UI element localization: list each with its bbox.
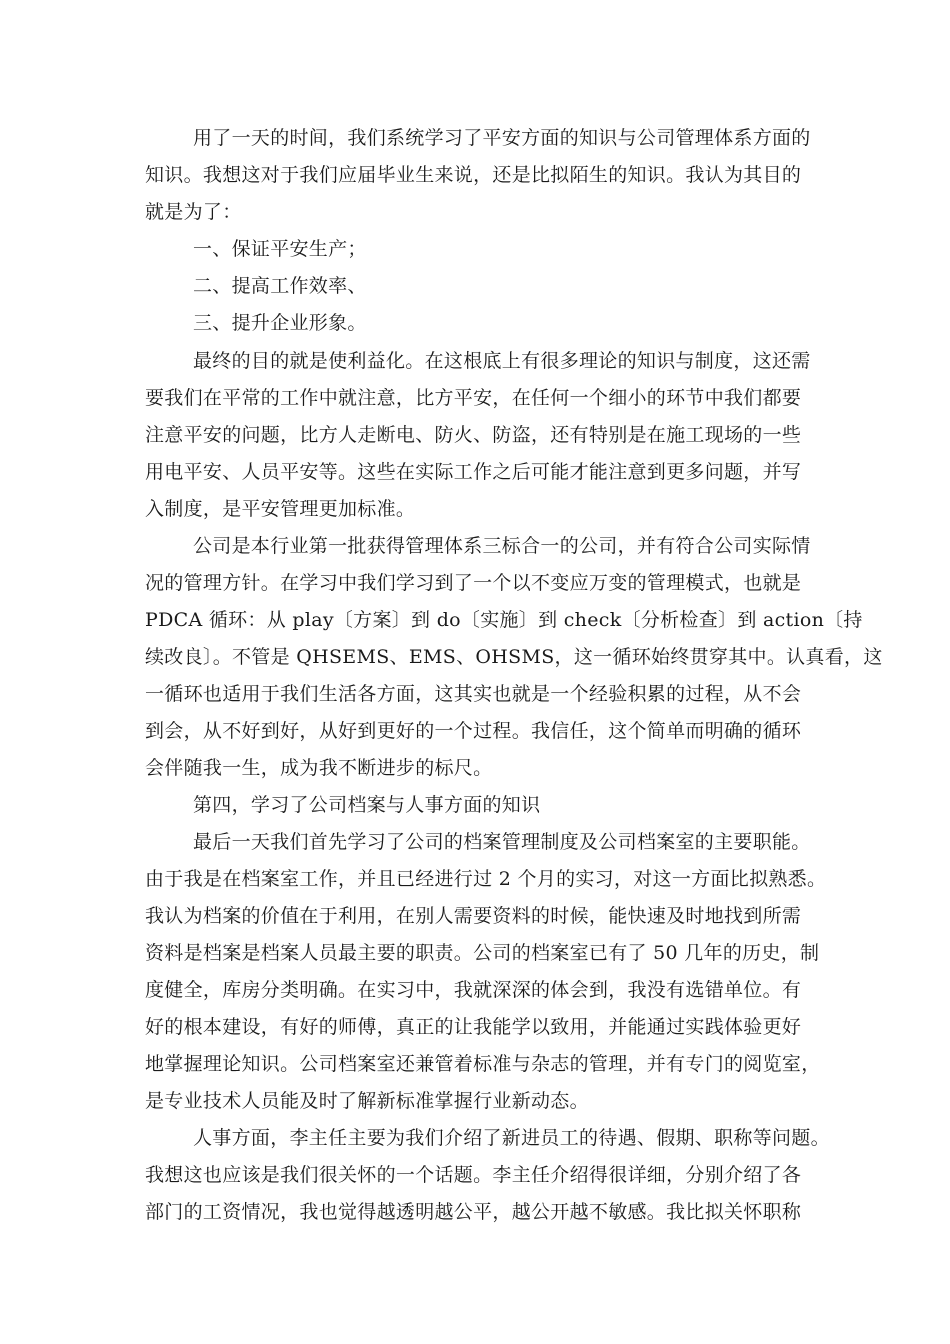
text-line: 由于我是在档案室工作，并且已经进行过 2 个月的实习，对这一方面比拟熟悉。 (145, 868, 827, 890)
text-line: 地掌握理论知识。公司档案室还兼管着标准与杂志的管理，并有专门的阅览室， (145, 1053, 821, 1075)
text-line: 二、提高工作效率、 (193, 275, 367, 297)
text-line: 人事方面，李主任主要为我们介绍了新进员工的待遇、假期、职称等问题。 (193, 1127, 830, 1149)
text-line: 一循环也适用于我们生活各方面，这其实也就是一个经验积累的过程，从不会 (145, 683, 802, 705)
text-line: 最终的目的就是使利益化。在这根底上有很多理论的知识与制度，这还需 (193, 350, 811, 372)
text-line: 三、提升企业形象。 (193, 312, 367, 334)
text-line: 知识。我想这对于我们应届毕业生来说，还是比拟陌生的知识。我认为其目的 (145, 164, 802, 186)
text-line: 会伴随我一生，成为我不断进步的标尺。 (145, 757, 493, 779)
text-line: 况的管理方针。在学习中我们学习到了一个以不变应万变的管理模式，也就是 (145, 572, 802, 594)
text-line: 资料是档案是档案人员最主要的职责。公司的档案室已有了 50 几年的历史，制 (145, 942, 820, 964)
text-line: 是专业技术人员能及时了解新标准掌握行业新动态。 (145, 1090, 589, 1112)
text-line: 我认为档案的价值在于利用，在别人需要资料的时候，能快速及时地找到所需 (145, 905, 802, 927)
text-line: 公司是本行业第一批获得管理体系三标合一的公司，并有符合公司实际情 (193, 535, 811, 557)
section-heading: 第四，学习了公司档案与人事方面的知识 (193, 794, 541, 816)
text-line: 就是为了： (145, 201, 242, 223)
text-line: 要我们在平常的工作中就注意，比方平安，在任何一个细小的环节中我们都要 (145, 387, 802, 409)
text-line: 度健全，库房分类明确。在实习中，我就深深的体会到，我没有选错单位。有 (145, 979, 802, 1001)
text-line: 最后一天我们首先学习了公司的档案管理制度及公司档案室的主要职能。 (193, 831, 811, 853)
text-line: 续改良〕。不管是 QHSEMS、EMS、OHSMS，这一循环始终贯穿其中。认真看，这 (145, 646, 883, 668)
text-line: 用了一天的时间，我们系统学习了平安方面的知识与公司管理体系方面的 (193, 127, 811, 149)
text-line: PDCA 循环：从 play〔方案〕到 do〔实施〕到 check〔分析检查〕到 action〔持 (145, 609, 863, 631)
text-line: 入制度，是平安管理更加标准。 (145, 498, 416, 520)
text-line: 好的根本建设，有好的师傅，真正的让我能学以致用，并能通过实践体验更好 (145, 1016, 802, 1038)
text-line: 部门的工资情况，我也觉得越透明越公平，越公开越不敏感。我比拟关怀职称 (145, 1201, 802, 1223)
text-line: 一、保证平安生产； (193, 238, 367, 260)
text-line: 我想这也应该是我们很关怀的一个话题。李主任介绍得很详细，分别介绍了各 (145, 1164, 802, 1186)
text-line: 注意平安的问题，比方人走断电、防火、防盗，还有特别是在施工现场的一些 (145, 424, 802, 446)
text-line: 到会，从不好到好，从好到更好的一个过程。我信任，这个简单而明确的循环 (145, 720, 802, 742)
text-line: 用电平安、人员平安等。这些在实际工作之后可能才能注意到更多问题，并写 (145, 461, 802, 483)
